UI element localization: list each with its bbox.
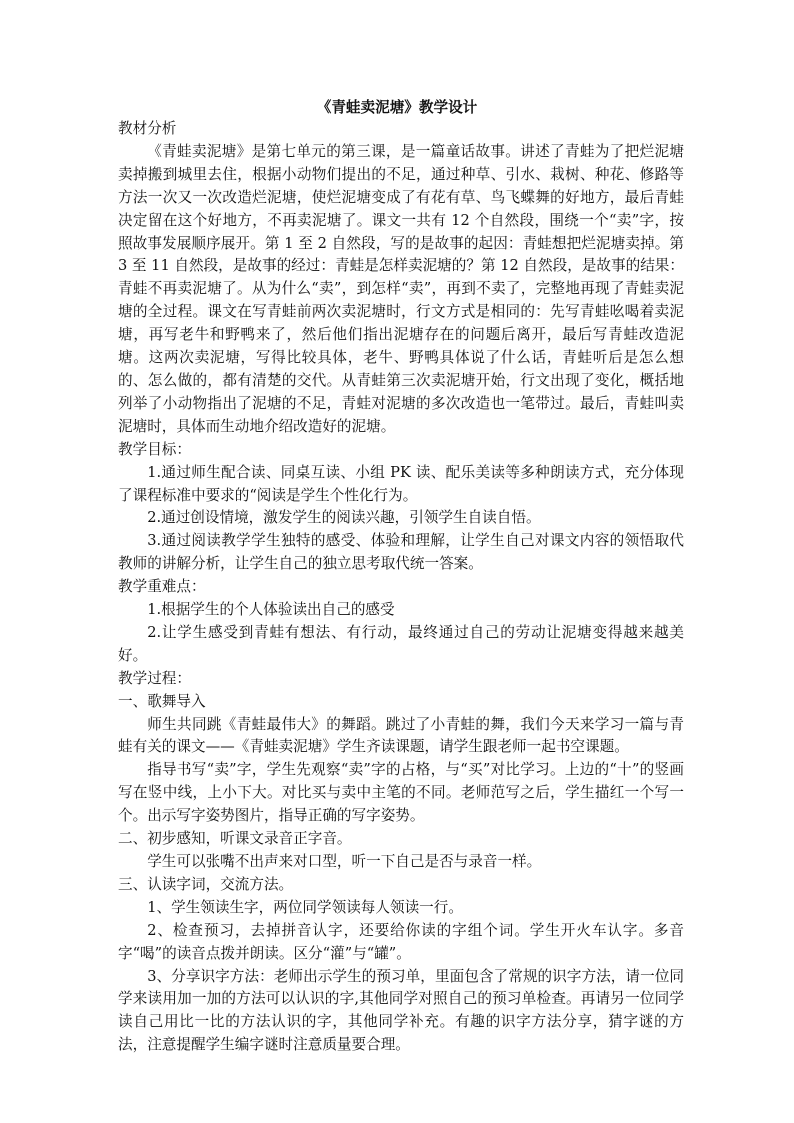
section-heading: 教学重难点： xyxy=(118,578,206,596)
section-heading: 教材分析 xyxy=(118,120,177,137)
document-title: 《青蛙卖泥塘》教学设计 xyxy=(316,99,478,116)
section-heading: 二、初步感知，听课文录音正字音。 xyxy=(118,830,352,848)
body-paragraph: 1、学生领读生字，两位同学领读每人领读一行。 xyxy=(147,898,463,916)
body-paragraph: 师生共同跳《青蛙最伟大》的舞蹈。跳过了小青蛙的舞，我们今天来学习一篇与青蛙有关的课文——《青蛙卖泥塘》学生齐读课题，请学生跟老师一起书空课题。 xyxy=(118,715,684,756)
section-heading: 教学过程： xyxy=(118,669,191,687)
body-paragraph: 3、分享识字方法：老师出示学生的预习单，里面包含了常规的识字方法，请一位同学来读用加一加的方法可以认识的字,其他同学对照自己的预习单检查。再请另一位同学读自己用比一比的方法认识的字，其他同学补充。有趣的识字方法分享，猜字谜的方法，注意提醒学生编字谜时注意质量要合理。 xyxy=(118,967,684,1054)
section-heading: 一、歌舞导入 xyxy=(118,692,206,710)
section-heading: 三、认读字词，交流方法。 xyxy=(118,875,294,893)
body-paragraph: 3.通过阅读教学学生独特的感受、体验和理解，让学生自己对课文内容的领悟取代教师的讲解分析，让学生自己的独立思考取代统一答案。 xyxy=(118,532,684,573)
body-paragraph: 指导书写“卖”字，学生先观察“卖”字的占格，与“买”对比学习。上边的“十”的竖画写在竖中线，上小下大。对比买与卖中主笔的不同。老师范写之后，学生描红一个写一个。出示写字姿势图片，指导正确的写字姿势。 xyxy=(118,761,684,825)
body-paragraph: 2.让学生感受到青蛙有想法、有行动，最终通过自己的劳动让泥塘变得越来越美好。 xyxy=(118,623,684,664)
body-paragraph: 学生可以张嘴不出声来对口型，听一下自己是否与录音一样。 xyxy=(147,853,542,870)
body-paragraph: 1.通过师生配合读、同桌互读、小组 PK 读、配乐美读等多种朗读方式，充分体现了课程标准中要求的“阅读是学生个性化行为。 xyxy=(118,463,684,504)
body-paragraph: 2、检查预习，去掉拼音认字，还要给你读的字组个词。学生开火车认字。多音字“喝”的读音点拨并朗读。区分“灌”与“罐”。 xyxy=(118,921,684,962)
body-paragraph: 《青蛙卖泥塘》是第七单元的第三课，是一篇童话故事。讲述了青蛙为了把烂泥塘卖掉搬到城里去住，根据小动物们提出的不足，通过种草、引水、栽树、种花、修路等方法一次又一次改造烂泥塘，使烂泥塘变成了有花有草、鸟飞蝶舞的好地方，最后青蛙决定留在这个好地方，不再卖泥塘了。课文一共有 12 个自然段，围绕一个“卖”字，按照故事发展顺序展开。第 1 至 2 自然段，写的是故事的起因：青蛙想把烂泥塘卖掉。第 3 至 11 自然段，是故事的经过：青蛙是怎样卖泥塘的？第 12 自然段，是故事的结果：青蛙不再卖泥塘了。从为什么“卖”，到怎样“卖”，再到不卖了，完整地再现了青蛙卖泥塘的全过程。课文在写青蛙前两次卖泥塘时，行文方式是相同的：先写青蛙吆喝着卖泥塘，再写老牛和野鸭来了，然后他们指出泥塘存在的问题后离开，最后写青蛙改造泥塘。这两次卖泥塘，写得比较具体，老牛、野鸭具体说了什么话，青蛙听后是怎么想的、怎么做的，都有清楚的交代。从青蛙第三次卖泥塘开始，行文出现了变化，概括地列举了小动物指出了泥塘的不足，青蛙对泥塘的多次改造也一笔带过。最后，青蛙叫卖泥塘时，具体而生动地介绍改造好的泥塘。 xyxy=(118,142,684,435)
body-paragraph: 1.根据学生的个人体验读出自己的感受 xyxy=(147,601,395,619)
section-heading: 教学目标： xyxy=(118,440,191,458)
body-paragraph: 2.通过创设情境，激发学生的阅读兴趣，引领学生自读自悟。 xyxy=(147,509,541,527)
document-body xyxy=(118,118,684,1057)
